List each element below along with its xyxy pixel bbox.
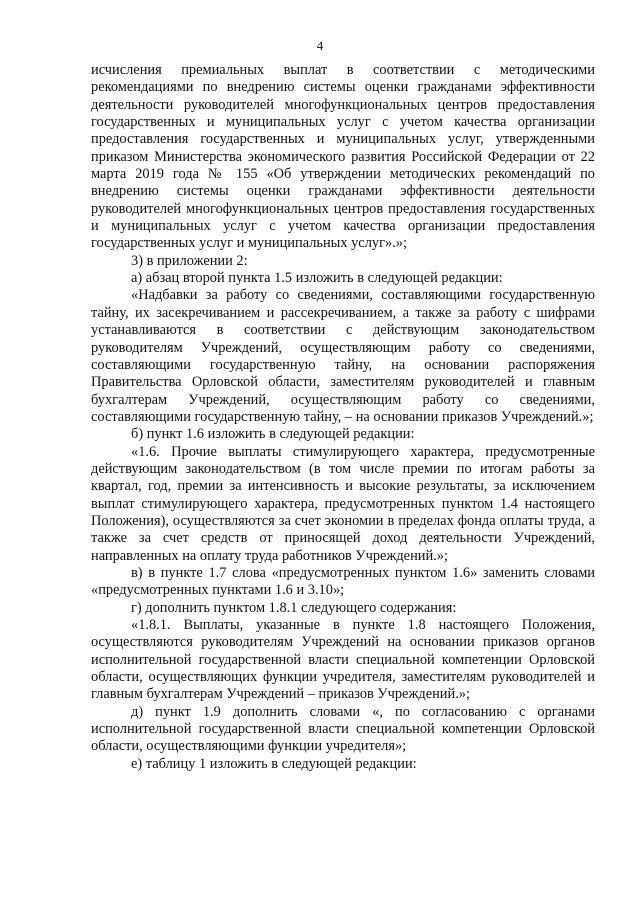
paragraph-quote-1-6: «1.6. Прочие выплаты стимулирующего характера, предусмотренные действующим законодательством (в том числе премии по итогам работы за квартал, год, премии за интенсивность и высокие результаты, за исключением выплат стимулирующего характера, предусмотренных пунктом 1.4 настоящего Положения), осуществляются за счет экономии в пределах фонда оплаты труда, а также за счет средств от приносящей доход деятельности Учреждений, направленных на оплату труда работников Учреждений.»; [91,443,595,564]
paragraph-quote-1-5: «Надбавки за работу со сведениями, составляющими государственную тайну, их засекречиванием и рассекречиванием, а также за работу с шифрами устанавливаются в соответствии с действующим законодательством руководителям Учреждений, осуществляющим работу со сведениями, составляющими государственную тайну, на основании распоряжения Правительства Орловской области, заместителям руководителей и главным бухгалтерам Учреждений, осуществляющим работу со сведениями, составляющими государственную тайну, – на основании приказов Учреждений.»; [91,287,595,425]
paragraph-subitem-g: г) дополнить пунктом 1.8.1 следующего содержания: [131,599,457,616]
paragraph-subitem-d: д) пункт 1.9 дополнить словами «, по согласованию с органами исполнительной государственной власти специальной компетенции Орловской области, осуществляющими функции учредителя»; [91,703,595,755]
paragraph-subitem-e: е) таблицу 1 изложить в следующей редакции: [131,755,417,772]
paragraph-continuation: исчисления премиальных выплат в соответствии с методическими рекомендациями по внедрению системы оценки гражданами эффективности деятельности руководителей многофункциональных центров предоставления государственных и муниципальных услуг с учетом качества организации предоставления государственных и муниципальных услуг, утвержденными приказом Министерства экономического развития Российской Федерации от 22 марта 2019 года № 155 «Об утверждении методических рекомендаций по внедрению системы оценки гражданами эффективности деятельности руководителей многофункциональных центров предоставления государственных и муниципальных услуг с учетом качества организации предоставления государственных услуг и муниципальных услуг».»; [91,62,595,252]
paragraph-item-3: 3) в приложении 2: [131,252,248,269]
paragraph-subitem-a: а) абзац второй пункта 1.5 изложить в следующей редакции: [131,270,503,287]
page-number: 4 [316,38,324,53]
paragraph-subitem-v: в) в пункте 1.7 слова «предусмотренных пунктом 1.6» заменить словами «предусмотренных пунктами 1.6 и 3.10»; [91,564,595,599]
document-body [91,62,595,773]
paragraph-subitem-b: б) пункт 1.6 изложить в следующей редакции: [131,426,415,443]
paragraph-quote-1-8-1: «1.8.1. Выплаты, указанные в пункте 1.8 настоящего Положения, осуществляются руководителям Учреждений на основании приказов органов исполнительной государственной власти специальной компетенции Орловской области, осуществляющих функции учредителя, заместителям руководителей и главным бухгалтерам Учреждений – приказов Учреждений.»; [91,617,595,703]
